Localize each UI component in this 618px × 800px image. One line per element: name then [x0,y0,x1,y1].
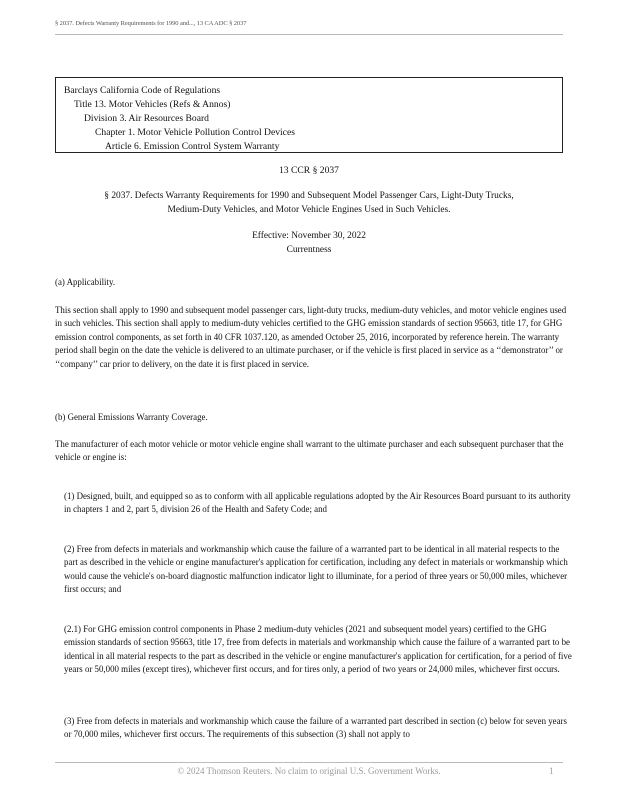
hierarchy-chapter[interactable]: Chapter 1. Motor Vehicle Pollution Control Devices [95,126,295,138]
heading-applicability: (a) Applicability. [55,277,116,287]
hierarchy-article[interactable]: Article 6. Emission Control System Warranty [105,140,280,152]
running-header: § 2037. Defects Warranty Requirements for 1990 and..., 13 CA ADC § 2037 [55,20,247,27]
footer-divider [55,762,563,763]
hierarchy-box [55,77,563,153]
hierarchy-division[interactable]: Division 3. Air Resources Board [84,112,209,124]
currentness-link[interactable]: Currentness [286,245,332,255]
heading-general-warranty: (b) General Emissions Warranty Coverage. [55,412,208,422]
paragraph-general-warranty: The manufacturer of each motor vehicle or motor vehicle engine shall warrant to the ultimate purchaser and each subsequent purchaser that the vehicle or engine is: [55,439,564,463]
copyright-notice: © 2024 Thomson Reuters. No claim to original U.S. Government Works. [177,766,441,776]
citation: 13 CCR § 2037 [279,165,339,176]
page-number: 1 [549,766,554,776]
item-b2: (2) Free from defects in materials and workmanship which cause the failure of a warranted part to be identical in all material respects to the part as described in the vehicle or engine manufacturer's application for certification, including any defect in materials or workmanship which would cause the vehicle's on-board diagnostic malfunction indicator light to illuminate, for a period of three years or 50,000 miles, whichever first occurs; and [64,544,568,595]
hierarchy-publication[interactable]: Barclays California Code of Regulations [64,85,221,96]
effective-block [0,229,618,257]
effective-date: Effective: November 30, 2022 [252,231,366,241]
paragraph-applicability: This section shall apply to 1990 and subsequent model passenger cars, light-duty trucks, medium-duty vehicles, and motor vehicle engines used in such vehicles. This section shall apply to medium-duty vehicles certified to the GHG emission standards of section 95663, title 17, for GHG emission control components, as set forth in 40 CFR 1037.120, as amended October 25, 2016, incorporated by reference herein. The warranty period shall begin on the date the vehicle is delivered to an ultimate purchaser, or if the vehicle is first placed in service as a ‘‘demonstrator’’ or ‘‘company’’ car prior to delivery, on the date it is first placed in service. [55,305,567,369]
item-b3: (3) Free from defects in materials and workmanship which cause the failure of a warranted part described in section (c) below for seven years or 70,000 miles, whichever first occurs. The requirements of this subsection (3) shall not apply to [64,716,567,740]
hierarchy-title[interactable]: Title 13. Motor Vehicles (Refs & Annos) [74,98,231,110]
item-b1: (1) Designed, built, and equipped so as to conform with all applicable regulations adopted by the Air Resources Board pursuant to its authority in chapters 1 and 2, part 5, division 26 of the Health and Safety Code; and [64,491,571,515]
header-divider [55,34,563,35]
section-title: § 2037. Defects Warranty Requirements for 1990 and Subsequent Model Passenger Cars, Light-Duty Trucks, Medium-Duty Vehicles, and Motor Vehicle Engines Used in Such Vehicles. [104,191,514,215]
item-b2-1: (2.1) For GHG emission control components in Phase 2 medium-duty vehicles (2021 and subsequent model years) certified to the GHG emission standards of section 95663, title 17, free from defects in materials and workmanship which cause the failure of a warranted part to be identical in all material respects to the part as described in the vehicle or engine manufacturer's application for certification, for a period of five years or 50,000 miles (except tires), whichever first occurs, and for tires only, a period of two years or 24,000 miles, whichever first occurs. [64,624,572,675]
